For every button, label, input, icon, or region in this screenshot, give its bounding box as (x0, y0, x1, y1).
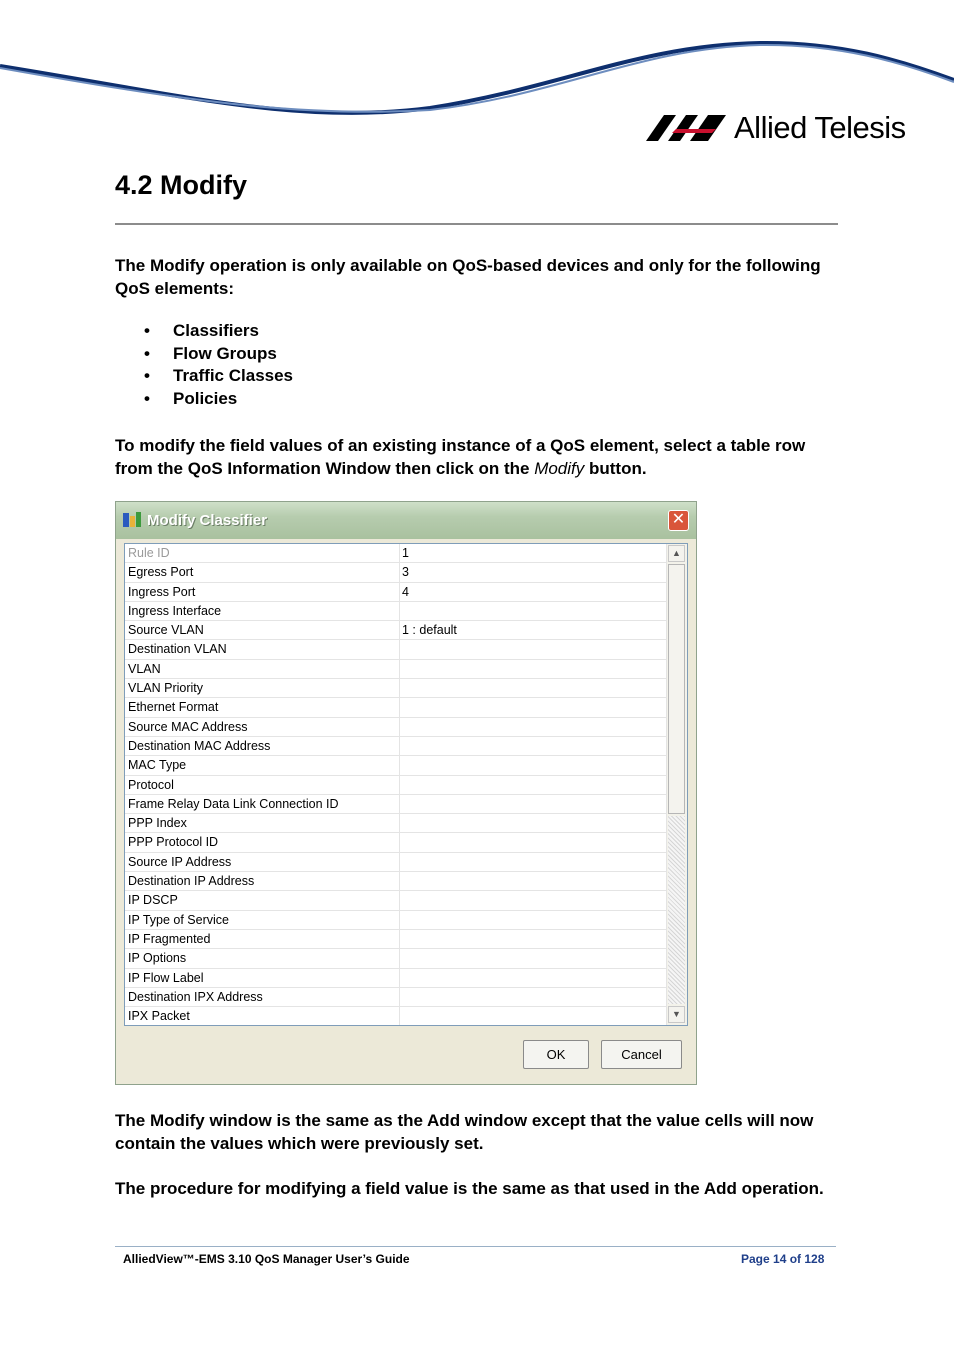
intro-paragraph: The Modify operation is only available on QoS-based devices and only for the following QoS elements: (115, 256, 821, 298)
field-value-cell[interactable] (400, 756, 668, 774)
table-row[interactable] (125, 891, 668, 910)
field-name-cell: VLAN Priority (125, 679, 400, 697)
table-row[interactable] (125, 640, 668, 659)
table-row[interactable] (125, 1007, 668, 1026)
field-value-cell[interactable] (400, 795, 668, 813)
table-row[interactable] (125, 621, 668, 640)
table-row[interactable] (125, 795, 668, 814)
qos-element-list (115, 320, 293, 411)
list-item: • Classifiers (144, 321, 259, 340)
list-item-label: Classifiers (173, 321, 259, 340)
field-value-cell[interactable]: 4 (402, 584, 409, 599)
footer-guide-title: AlliedView™-EMS 3.10 QoS Manager User’s Guide (123, 1252, 410, 1266)
list-item-label: Policies (173, 389, 238, 409)
field-name-cell: Source IP Address (125, 853, 400, 871)
list-item: • Policies (144, 389, 238, 409)
table-row[interactable] (125, 814, 668, 833)
field-name-cell: Egress Port (125, 563, 400, 581)
scroll-down-icon[interactable]: ▼ (668, 1006, 685, 1023)
field-name-cell: IP Type of Service (125, 911, 400, 929)
field-value-cell[interactable] (400, 679, 668, 697)
table-row[interactable] (125, 718, 668, 737)
list-item: • Flow Groups (144, 343, 277, 363)
table-row[interactable] (125, 583, 668, 602)
section-title: 4.2 Modify (115, 170, 248, 200)
table-row[interactable] (125, 853, 668, 872)
field-value-cell[interactable] (400, 602, 668, 620)
field-value-cell[interactable]: 3 (402, 565, 409, 580)
field-value-cell[interactable] (400, 872, 668, 890)
table-row[interactable] (125, 969, 668, 988)
field-name-cell: Ethernet Format (125, 698, 400, 716)
table-row[interactable] (125, 833, 668, 852)
field-value-cell[interactable] (400, 891, 668, 909)
field-name-cell: Source VLAN (125, 621, 400, 639)
field-name-cell: Destination VLAN (125, 640, 400, 658)
procedure-paragraph: The procedure for modifying a field value is the same as that used in the Add operation. (115, 1179, 824, 1198)
field-name-cell: MAC Type (125, 756, 400, 774)
table-row[interactable] (125, 756, 668, 775)
list-item-label: Traffic Classes (173, 366, 294, 386)
table-row[interactable] (125, 602, 668, 621)
table-row[interactable] (125, 563, 668, 582)
field-value-cell[interactable] (400, 814, 668, 832)
field-value-cell[interactable]: 1 : default (402, 623, 457, 638)
logo-text: Allied Telesis (734, 110, 906, 145)
field-value-cell[interactable] (400, 969, 668, 987)
instruction-text-end: button. (584, 459, 647, 478)
table-body (125, 544, 668, 1026)
close-button[interactable]: ✕ (668, 510, 689, 531)
field-name-cell: PPP Index (125, 814, 400, 832)
vertical-scrollbar[interactable] (666, 544, 687, 1025)
field-name-cell: Frame Relay Data Link Connection ID (125, 795, 400, 813)
field-name-cell: Source MAC Address (125, 718, 400, 736)
modify-emphasis: Modify (534, 459, 585, 478)
table-row[interactable] (125, 930, 668, 949)
classifier-field-table (124, 543, 688, 1026)
table-row[interactable] (125, 660, 668, 679)
cancel-button[interactable]: Cancel (601, 1040, 682, 1069)
field-value-cell[interactable] (400, 930, 668, 948)
dialog-title: Modify Classifier (147, 512, 268, 529)
table-row[interactable] (125, 679, 668, 698)
field-value-cell[interactable] (400, 853, 668, 871)
instruction-text: To modify the field values of an existing instance of a QoS element, select a table row from the QoS Information Window then click on the (115, 436, 806, 478)
modify-window-paragraph: The Modify window is the same as the Add window except that the value cells will now contain the values which were previously set. (115, 1111, 814, 1153)
field-value-cell[interactable] (400, 949, 668, 967)
scroll-track[interactable] (668, 816, 685, 1004)
field-value-cell[interactable] (400, 988, 668, 1006)
field-value-cell[interactable] (400, 1007, 668, 1025)
field-value-cell[interactable] (400, 833, 668, 851)
table-row[interactable] (125, 544, 668, 563)
field-name-cell: Destination IPX Address (125, 988, 400, 1006)
field-value-cell[interactable]: 1 (402, 546, 409, 560)
field-value-cell[interactable] (400, 911, 668, 929)
company-logo (646, 110, 906, 146)
list-item-label: Flow Groups (173, 343, 277, 363)
field-name-cell: Ingress Port (125, 583, 400, 601)
table-row[interactable] (125, 949, 668, 968)
field-name-cell: IP Options (125, 949, 400, 967)
instruction-paragraph (115, 434, 830, 480)
field-name-cell: IP Fragmented (125, 930, 400, 948)
table-row[interactable] (125, 737, 668, 756)
field-name-cell: Protocol (125, 776, 400, 794)
table-row[interactable] (125, 698, 668, 717)
list-item: • Traffic Classes (144, 366, 294, 386)
allied-telesis-logo-icon (646, 115, 726, 141)
field-value-cell[interactable] (400, 640, 668, 658)
scroll-up-icon[interactable]: ▲ (668, 545, 685, 562)
field-name-cell: Destination IP Address (125, 872, 400, 890)
footer-divider (115, 1246, 836, 1247)
scroll-thumb[interactable] (668, 564, 685, 814)
footer-page-number: Page 14 of 128 (741, 1252, 825, 1266)
field-value-cell[interactable] (400, 776, 668, 794)
field-value-cell[interactable] (400, 737, 668, 755)
field-name-cell: IP DSCP (125, 891, 400, 909)
field-name-cell: IPX Packet (125, 1007, 400, 1025)
field-name-cell: Destination MAC Address (125, 737, 400, 755)
field-name-cell: IP Flow Label (125, 969, 400, 987)
table-row[interactable] (125, 776, 668, 795)
field-name-cell: VLAN (125, 660, 400, 678)
modify-classifier-dialog (115, 501, 697, 1085)
table-row[interactable] (125, 988, 668, 1007)
title-divider (115, 223, 838, 225)
table-row[interactable] (125, 872, 668, 891)
ok-button[interactable]: OK (523, 1040, 589, 1069)
field-name-cell: Rule ID (125, 544, 400, 562)
field-name-cell: Ingress Interface (125, 602, 400, 620)
field-name-cell: PPP Protocol ID (125, 833, 400, 851)
field-value-cell[interactable] (400, 660, 668, 678)
table-row[interactable] (125, 911, 668, 930)
field-value-cell[interactable] (400, 718, 668, 736)
field-value-cell[interactable] (400, 698, 668, 716)
dialog-titlebar[interactable] (116, 502, 696, 539)
app-window-icon (122, 511, 142, 529)
